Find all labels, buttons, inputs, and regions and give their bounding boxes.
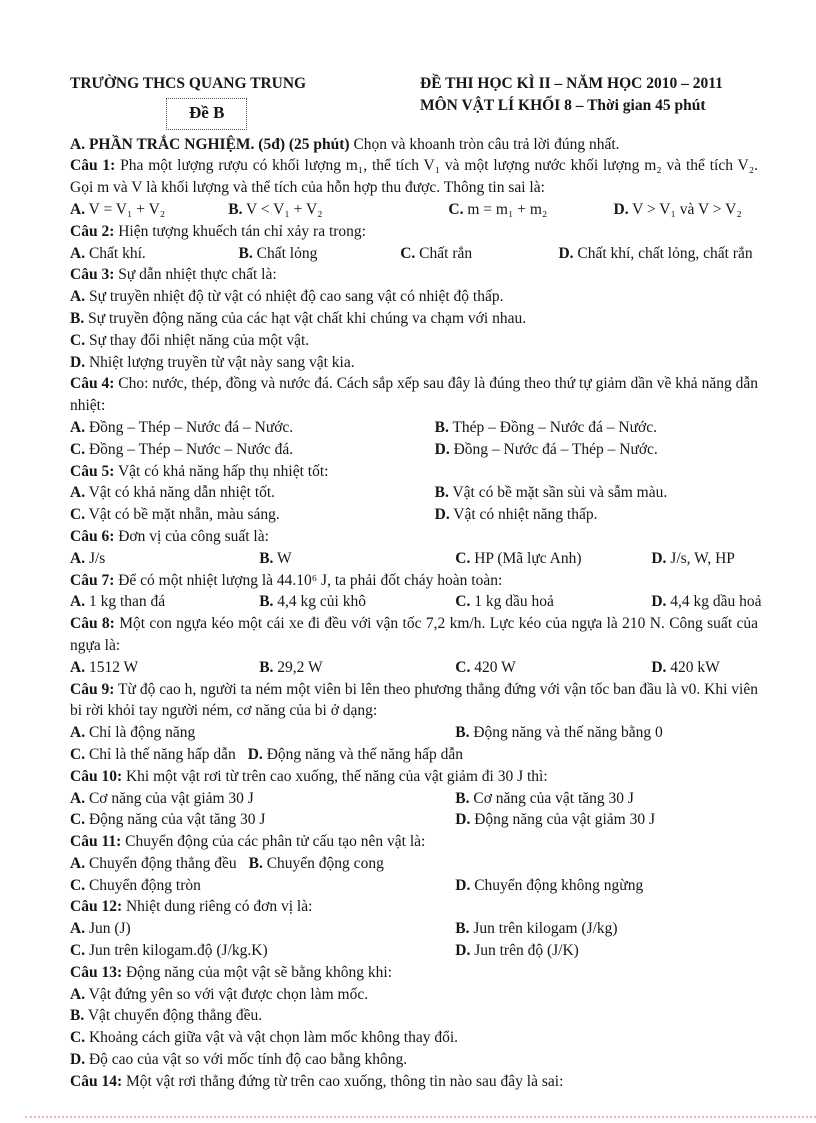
option-letter: D. <box>651 658 667 676</box>
question-stem: Câu 7: Để có một nhiệt lượng là 44.10⁶ J, ta phải đốt cháy hoàn toàn: <box>70 571 503 589</box>
question <box>70 155 758 220</box>
option-row <box>70 722 758 744</box>
answer-option-b: B. Động năng và thế năng bằng 0 <box>455 724 663 742</box>
question-number: Câu 12: <box>70 898 123 916</box>
answer-option-c: C. Động năng của vật tăng 30 J <box>70 811 266 829</box>
answer-option-a: A. 1 kg than đá <box>70 593 166 611</box>
option-letter: C. <box>455 658 471 676</box>
questions <box>70 155 762 1092</box>
question-stem: Câu 5: Vật có khả năng hấp thụ nhiệt tốt: <box>70 462 329 480</box>
question-stem: Câu 12: Nhiệt dung riêng có đơn vị là: <box>70 898 313 916</box>
answer-option-b: B. 29,2 W <box>259 658 323 676</box>
option-letter: C. <box>70 331 86 349</box>
question-stem: Câu 9: Từ độ cao h, người ta ném một viên bi lên theo phương thẳng đứng với vận tốc ban đầu là v0. Khi viên bi rời khỏi tay người ném, cơ năng của bi ở dạng: <box>70 680 758 720</box>
option-letter: B. <box>70 1007 85 1025</box>
option-letter: D. <box>613 200 629 218</box>
question-stem: Câu 13: Động năng của một vật sẽ bằng không khi: <box>70 963 393 981</box>
option-letter: A. <box>70 658 86 676</box>
question-number: Câu 10: <box>70 767 123 785</box>
answer-option-d: D. Chuyển động không ngừng <box>455 876 644 894</box>
option-letter: A. <box>70 724 86 742</box>
question-number: Câu 5: <box>70 462 115 480</box>
option-letter: A. <box>70 484 86 502</box>
answer-option-a: A. 1512 W <box>70 658 139 676</box>
option-letter: C. <box>70 811 86 829</box>
question <box>70 766 758 831</box>
answer-option-c: C. Khoảng cách giữa vật và vật chọn làm mốc không thay đổi. <box>70 1029 459 1047</box>
answer-option-a: A. Chỉ là động năng <box>70 724 196 742</box>
option-letter: A. <box>70 854 86 872</box>
answer-option-d: D. Đồng – Nước đá – Thép – Nước. <box>434 440 658 458</box>
option-letter: B. <box>455 789 470 807</box>
exam-header <box>70 73 758 132</box>
option-letter: D. <box>70 353 86 371</box>
answer-option-c: C. Chất rắn <box>400 244 473 262</box>
question <box>70 1071 758 1093</box>
answer-option-b: B. Thép – Đồng – Nước đá – Nước. <box>434 418 657 436</box>
answer-option-d: D. 4,4 kg dầu hoả <box>651 593 762 611</box>
question-stem: Câu 14: Một vật rơi thẳng đứng từ trên cao xuống, thông tin nào sau đây là sai: <box>70 1072 564 1090</box>
answer-option-b: B. Chất lỏng <box>238 244 318 262</box>
answer-option-c: C. HP (Mã lực Anh) <box>455 549 582 567</box>
option-letter: C. <box>400 244 416 262</box>
answer-option-a: A. Jun (J) <box>70 920 131 938</box>
option-letter: D. <box>455 876 471 894</box>
option-letter: C. <box>70 745 86 763</box>
answer-option-c: C. Jun trên kilogam.độ (J/kg.K) <box>70 942 268 960</box>
option-letter: D. <box>651 549 667 567</box>
answer-option-d: D. J/s, W, HP <box>651 549 735 567</box>
option-row <box>70 744 758 766</box>
option-letter: A. <box>70 288 86 306</box>
option-letter: C. <box>70 1029 86 1047</box>
option-letter: B. <box>434 418 449 436</box>
option-letter: A. <box>70 985 86 1003</box>
answer-option-a: A. Sự truyền nhiệt độ từ vật có nhiệt độ cao sang vật có nhiệt độ thấp. <box>70 288 504 306</box>
answer-option-c: C. Chuyển động tròn <box>70 876 201 894</box>
option-row <box>70 548 758 570</box>
section-a-heading <box>70 134 758 156</box>
option-row <box>70 482 758 504</box>
answer-option-c: C. m = m₁ + m₂ <box>448 200 548 218</box>
option-row <box>70 918 758 940</box>
answer-option-a: A. V = V₁ + V₂ <box>70 200 166 218</box>
answer-option-b: B. 4,4 kg củi khô <box>259 593 366 611</box>
question-stem: Câu 10: Khi một vật rơi từ trên cao xuống, thế năng của vật giảm đi 30 J thì: <box>70 767 548 785</box>
answer-option-d: D. Jun trên độ (J/K) <box>455 942 579 960</box>
option-letter: A. <box>70 418 86 436</box>
option-letter: A. <box>70 549 86 567</box>
option-letter: C. <box>70 876 86 894</box>
question <box>70 461 758 526</box>
option-letter: D. <box>455 811 471 829</box>
question-stem: Câu 1: Pha một lượng rượu có khối lượng m₁, thể tích V₁ và một lượng nước khối lượng m₂ và thể tích V₂. Gọi m và V là khối lượng và thể tích của hỗn hợp thu được. Thông tin sai là: <box>70 157 758 197</box>
option-row <box>70 591 762 613</box>
answer-option-c: C. 1 kg dầu hoả <box>455 593 554 611</box>
question-stem: Câu 11: Chuyển động của các phân tử cấu tạo nên vật là: <box>70 833 426 851</box>
option-letter: D. <box>434 506 450 524</box>
answer-option-c: C. Vật có bề mặt nhẵn, màu sáng. <box>70 506 280 524</box>
answer-option-c: C. Đồng – Thép – Nước – Nước đá. <box>70 440 294 458</box>
question <box>70 221 758 265</box>
option-letter: B. <box>455 724 470 742</box>
option-letter: B. <box>248 854 263 872</box>
question <box>70 896 758 961</box>
question-number: Câu 9: <box>70 680 115 698</box>
option-letter: C. <box>448 200 464 218</box>
answer-option-d: D. Động năng của vật giảm 30 J <box>455 811 656 829</box>
exam-code-label: Đề B <box>189 102 225 122</box>
section-a-heading-rest: Chọn và khoanh tròn câu trả lời đúng nhất. <box>349 135 620 153</box>
option-letter: B. <box>228 200 243 218</box>
answer-option-a: A. Chất khí. <box>70 244 146 262</box>
option-row <box>70 875 758 897</box>
option-row <box>70 243 758 265</box>
question-number: Câu 6: <box>70 527 115 545</box>
question-number: Câu 4: <box>70 375 115 393</box>
school-name: TRƯỜNG THCS QUANG TRUNG <box>70 75 307 92</box>
option-letter: A. <box>70 789 86 807</box>
answer-option-a: A. Chuyển động thẳng đều <box>70 854 237 872</box>
option-row <box>70 657 758 679</box>
option-row <box>70 788 758 810</box>
option-letter: D. <box>247 745 263 763</box>
question-number: Câu 7: <box>70 571 115 589</box>
question-stem: Câu 4: Cho: nước, thép, đồng và nước đá. Cách sắp xếp sau đây là đúng theo thứ tự giảm dần về khả năng dẫn nhiệt: <box>70 375 758 415</box>
question-number: Câu 11: <box>70 833 122 851</box>
question <box>70 831 758 896</box>
header-left-block <box>70 73 420 132</box>
option-row <box>70 504 758 526</box>
bottom-dotted-divider <box>25 1116 816 1118</box>
option-letter: C. <box>70 506 86 524</box>
answer-option-d: D. 420 kW <box>651 658 720 676</box>
option-row <box>70 853 758 875</box>
question <box>70 962 758 1071</box>
option-row <box>70 984 758 1071</box>
answer-option-c: C. 420 W <box>455 658 516 676</box>
option-letter: A. <box>70 200 86 218</box>
option-letter: D. <box>434 440 450 458</box>
option-row <box>70 809 758 831</box>
option-letter: B. <box>238 244 253 262</box>
answer-option-b: B. V < V₁ + V₂ <box>228 200 323 218</box>
option-letter: D. <box>651 593 667 611</box>
exam-code-box <box>166 98 247 130</box>
answer-option-b: B. Vật có bề mặt sần sùi và sẫm màu. <box>434 484 668 502</box>
option-row <box>70 940 758 962</box>
option-letter: C. <box>455 549 471 567</box>
option-letter: C. <box>455 593 471 611</box>
question-number: Câu 2: <box>70 222 115 240</box>
answer-option-d: D. Chất khí, chất lỏng, chất rắn <box>558 244 753 262</box>
option-letter: B. <box>259 658 274 676</box>
question-stem: Câu 6: Đơn vị của công suất là: <box>70 527 269 545</box>
answer-option-d: D. Động năng và thế năng hấp dẫn <box>247 745 463 763</box>
option-letter: A. <box>70 920 86 938</box>
answer-option-c: C. Chỉ là thế năng hấp dẫn <box>70 745 236 763</box>
answer-option-d: D. V > V₁ và V > V₂ <box>613 200 742 218</box>
exam-title-line1: ĐỀ THI HỌC KÌ II – NĂM HỌC 2010 – 2011 <box>420 75 723 92</box>
question <box>70 570 762 614</box>
answer-option-a: A. Cơ năng của vật giảm 30 J <box>70 789 254 807</box>
answer-option-b: B. Vật chuyển động thẳng đều. <box>70 1007 263 1025</box>
question-stem: Câu 2: Hiện tượng khuếch tán chỉ xảy ra trong: <box>70 222 366 240</box>
option-letter: B. <box>259 593 274 611</box>
answer-option-d: D. Nhiệt lượng truyền từ vật này sang vật kia. <box>70 353 355 371</box>
question-number: Câu 8: <box>70 615 115 633</box>
question-stem: Câu 8: Một con ngựa kéo một cái xe đi đều với vận tốc 7,2 km/h. Lực kéo của ngựa là 210 N. Công suất của ngựa là: <box>70 615 759 654</box>
answer-option-d: D. Độ cao của vật so với mốc tính độ cao bằng không. <box>70 1051 408 1069</box>
question-stem: Câu 3: Sự dẫn nhiệt thực chất là: <box>70 266 277 284</box>
question <box>70 373 758 460</box>
option-letter: B. <box>434 484 449 502</box>
section-a-heading-bold: A. PHẦN TRẮC NGHIỆM. (5đ) (25 phút) <box>70 135 350 153</box>
option-letter: A. <box>70 244 86 262</box>
question <box>70 264 758 373</box>
option-row <box>70 286 758 373</box>
exam-title-line2: MÔN VẬT LÍ KHỐI 8 – Thời gian 45 phút <box>420 96 706 114</box>
option-letter: C. <box>70 942 86 960</box>
answer-option-b: B. W <box>259 549 292 567</box>
answer-option-a: A. Vật đứng yên so với vật được chọn làm mốc. <box>70 985 369 1003</box>
option-letter: B. <box>259 549 274 567</box>
answer-option-a: A. Đồng – Thép – Nước đá – Nước. <box>70 418 294 436</box>
question-number: Câu 3: <box>70 266 115 284</box>
answer-option-b: B. Chuyển động cong <box>248 854 384 872</box>
option-letter: C. <box>70 440 86 458</box>
option-row <box>70 417 758 439</box>
option-letter: A. <box>70 593 86 611</box>
question <box>70 613 758 678</box>
option-letter: B. <box>455 920 470 938</box>
answer-option-b: B. Sự truyền động năng của các hạt vật chất khi chúng va chạm với nhau. <box>70 309 527 327</box>
option-row <box>70 199 758 221</box>
question-number: Câu 1: <box>70 157 116 175</box>
answer-option-a: A. J/s <box>70 549 106 567</box>
answer-option-a: A. Vật có khả năng dẫn nhiệt tốt. <box>70 484 276 502</box>
option-letter: D. <box>455 942 471 960</box>
option-letter: B. <box>70 309 85 327</box>
question-number: Câu 13: <box>70 963 123 981</box>
header-title-block <box>420 73 758 132</box>
option-letter: D. <box>558 244 574 262</box>
option-row <box>70 439 758 461</box>
answer-option-d: D. Vật có nhiệt năng thấp. <box>434 506 598 524</box>
option-letter: D. <box>70 1051 86 1069</box>
question <box>70 679 758 766</box>
answer-option-b: B. Jun trên kilogam (J/kg) <box>455 920 618 938</box>
answer-option-c: C. Sự thay đổi nhiệt năng của một vật. <box>70 331 310 349</box>
question-number: Câu 14: <box>70 1072 123 1090</box>
answer-option-b: B. Cơ năng của vật tăng 30 J <box>455 789 634 807</box>
question <box>70 526 758 570</box>
